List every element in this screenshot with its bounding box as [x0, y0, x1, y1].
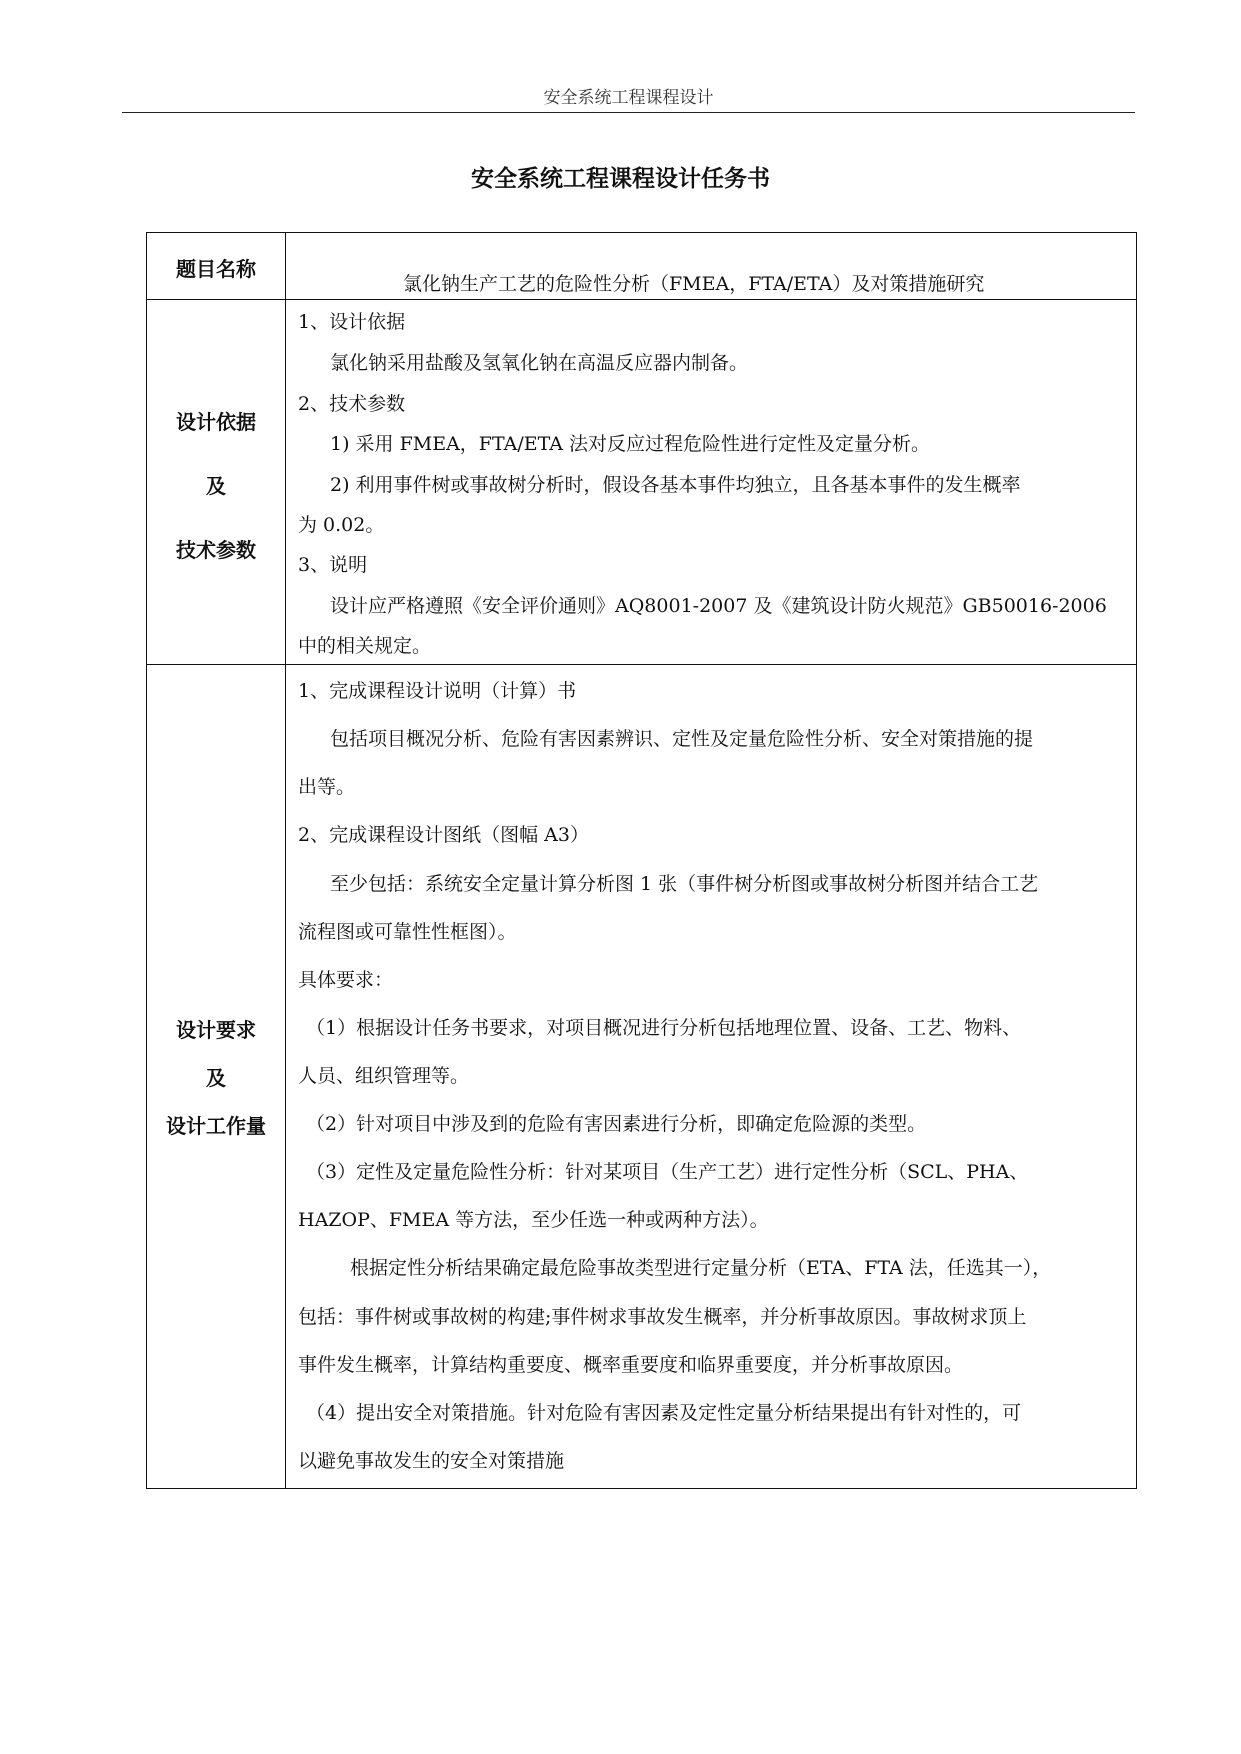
requirements-line: 具体要求：: [298, 969, 394, 991]
basis-line: 2) 利用事件树或事故树分析时，假设各基本事件均独立，且各基本事件的发生概率: [330, 474, 1021, 496]
basis-line: 1) 采用 FMEA，FTA/ETA 法对反应过程危险性进行定性及定量分析。: [330, 433, 931, 455]
requirements-content-cell: [286, 665, 1135, 1488]
requirements-line: 流程图或可靠性性框图）。: [298, 921, 517, 943]
topic-value-cell: [286, 233, 1135, 299]
requirements-label-cell: [147, 665, 286, 1488]
basis-label-line-2: 及: [206, 474, 226, 498]
requirements-line: 包括项目概况分析、危险有害因素辨识、定性及定量危险性分析、安全对策措施的提: [330, 728, 1034, 750]
requirements-line: 出等。: [298, 776, 356, 798]
requirements-line: 包括：事件树或事故树的构建;事件树求事故发生概率，并分析事故原因。事故树求顶上: [298, 1306, 1027, 1328]
requirements-line: （1）根据设计任务书要求，对项目概况进行分析包括地理位置、设备、工艺、物料、: [306, 1017, 1022, 1039]
basis-label-line-3: 技术参数: [176, 538, 256, 562]
basis-line: 1、设计依据: [298, 311, 406, 333]
basis-line: 3、说明: [298, 554, 368, 576]
requirements-line: 2、完成课程设计图纸（图幅 A3）: [298, 824, 589, 846]
document-title: 安全系统工程课程设计任务书: [471, 166, 770, 192]
basis-row: [147, 300, 1136, 665]
topic-value: 氯化钠生产工艺的危险性分析（FMEA，FTA/ETA）及对策措施研究: [403, 273, 985, 295]
basis-line: 为 0.02。: [298, 514, 385, 536]
requirements-line: （3）定性及定量危险性分析：针对某项目（生产工艺）进行定性分析（SCL、PHA、: [306, 1161, 1029, 1183]
basis-label-cell: [147, 300, 286, 664]
basis-label-line-1: 设计依据: [176, 410, 256, 434]
task-table: [146, 232, 1137, 1489]
requirements-label-line-2: 及: [206, 1066, 226, 1090]
basis-line: 设计应严格遵照《安全评价通则》AQ8001-2007 及《建筑设计防火规范》GB50016-2006: [330, 595, 1107, 617]
requirements-line: （4）提出安全对策措施。针对危险有害因素及定性定量分析结果提出有针对性的，可: [306, 1402, 1022, 1424]
requirements-line: 以避免事故发生的安全对策措施: [298, 1450, 565, 1472]
basis-content-cell: [286, 300, 1135, 664]
basis-line: 2、技术参数: [298, 393, 406, 415]
requirements-line: 人员、组织管理等。: [298, 1065, 470, 1087]
topic-label-cell: [147, 233, 286, 299]
basis-line: 中的相关规定。: [298, 635, 432, 657]
topic-label: 题目名称: [176, 257, 256, 281]
requirements-line: 1、完成课程设计说明（计算）书: [298, 680, 577, 702]
requirements-line: HAZOP、FMEA 等方法，至少任选一种或两种方法）。: [298, 1209, 769, 1231]
requirements-line: （2）针对项目中涉及到的危险有害因素进行分析，即确定危险源的类型。: [306, 1113, 927, 1135]
topic-row: [147, 233, 1136, 300]
requirements-line: 事件发生概率，计算结构重要度、概率重要度和临界重要度，并分析事故原因。: [298, 1354, 964, 1376]
requirements-label-line-1: 设计要求: [176, 1018, 256, 1042]
requirements-line: 根据定性分析结果确定最危险事故类型进行定量分析（ETA、FTA 法，任选其一），: [350, 1257, 1052, 1279]
basis-line: 氯化钠采用盐酸及氢氧化钠在高温反应器内制备。: [330, 352, 749, 374]
requirements-row: [147, 665, 1136, 1488]
running-header: 安全系统工程课程设计: [122, 88, 1135, 113]
requirements-line: 至少包括：系统安全定量计算分析图 1 张（事件树分析图或事故树分析图并结合工艺: [330, 873, 1039, 895]
requirements-label-line-3: 设计工作量: [166, 1114, 266, 1138]
